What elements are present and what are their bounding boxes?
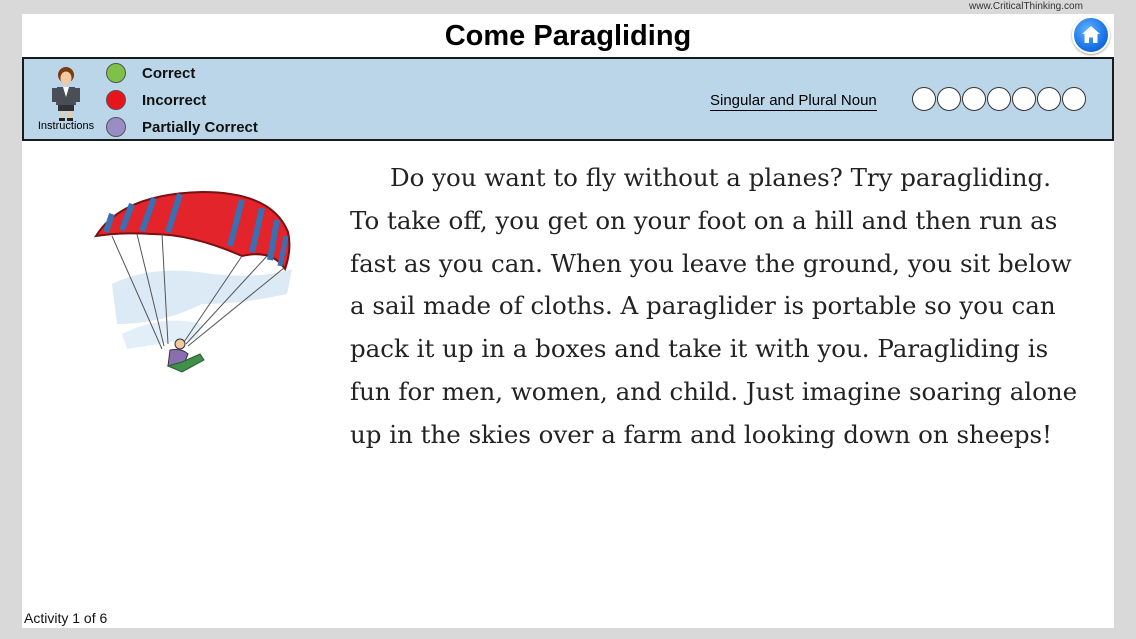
activity-frame (22, 14, 1114, 628)
instructions-label: Instructions (37, 120, 95, 132)
home-button[interactable] (1072, 16, 1110, 54)
progress-circle (937, 87, 961, 111)
home-icon (1080, 24, 1102, 46)
progress-circle (912, 87, 936, 111)
incorrect-indicator-icon (106, 90, 126, 110)
legend-label: Partially Correct (142, 119, 258, 136)
progress-circle (962, 87, 986, 111)
activity-counter: Activity 1 of 6 (24, 610, 108, 626)
progress-circle (1037, 87, 1061, 111)
info-bar (22, 57, 1114, 141)
legend-label: Correct (142, 65, 196, 82)
instructions-button[interactable] (30, 65, 102, 139)
correct-indicator-icon (106, 63, 126, 83)
progress-circle (1062, 87, 1086, 111)
site-watermark: www.CriticalThinking.com (969, 1, 1083, 12)
page-title: Come Paragliding (444, 20, 692, 52)
progress-circle (1012, 87, 1036, 111)
teacher-icon (30, 65, 102, 121)
progress-circle (987, 87, 1011, 111)
partial-indicator-icon (106, 117, 126, 137)
topic-title: Singular and Plural Noun (710, 92, 877, 109)
reading-passage[interactable]: Do you want to fly without a planes? Try paragliding. To take off, you get on your foot on a hill and then run as fast as you can. When you leave the ground, you sit below a sail made of cloths. A paraglider is portable so you can pack it up in a boxes and take it with you. Paragliding is fun for men, women, and child. Just imagine soaring alone up in the skies over a farm and looking down on sheeps! (350, 163, 1078, 449)
paraglider-illustration (92, 174, 322, 384)
legend-label: Incorrect (142, 92, 207, 109)
